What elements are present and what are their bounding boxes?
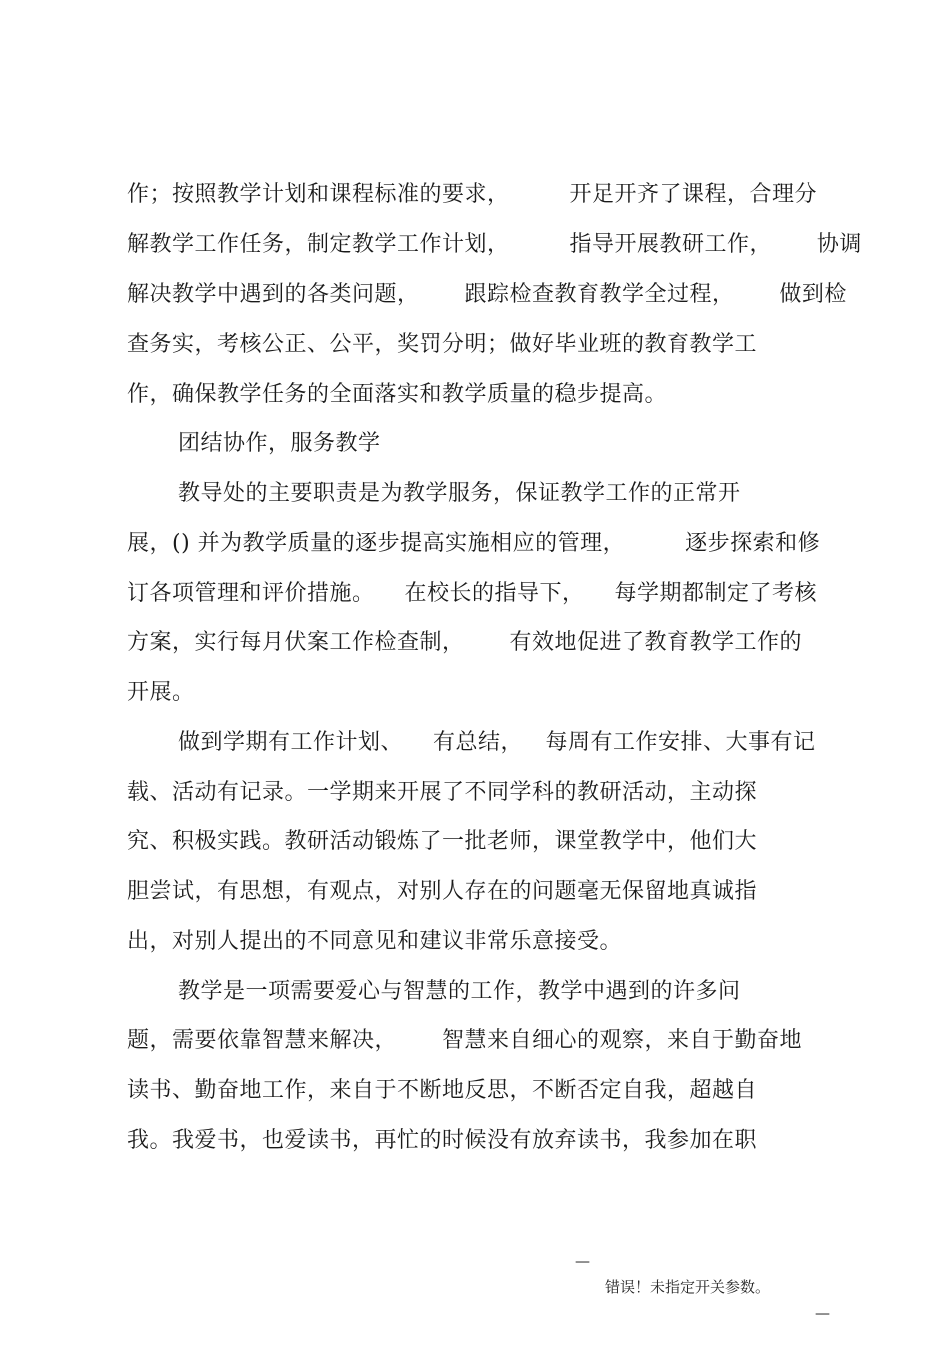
text-line: 读书、勤奋地工作，来自于不断地反思，不断否定自我，超越自 — [127, 1078, 758, 1103]
text-line: 作，确保教学任务的全面落实和教学质量的稳步提高。 — [127, 382, 668, 407]
text-line: 出，对别人提出的不同意见和建议非常乐意接受。 — [127, 929, 623, 954]
text-line: 解教学工作任务，制定教学工作计划， 指导开展教研工作， 协调 — [127, 232, 862, 257]
text-line: 查务实，考核公正、公平，奖罚分明；做好毕业班的教育教学工 — [127, 332, 758, 357]
text-line: 载、活动有记录。一学期来开展了不同学科的教研活动，主动探 — [127, 780, 758, 805]
footer-field-error-text: 错误！未指定开关参数。 — [605, 1278, 771, 1296]
text-line: 展，() 并为教学质量的逐步提高实施相应的管理， 逐步探索和修 — [127, 531, 821, 556]
text-line: 作；按照教学计划和课程标准的要求， 开足开齐了课程，合理分 — [127, 182, 817, 207]
text-line: 开展。 — [127, 680, 195, 705]
text-line: 教导处的主要职责是为教学服务，保证教学工作的正常开 — [178, 481, 741, 506]
page-footer — [575, 1222, 835, 1322]
text-line: 做到学期有工作计划、 有总结， 每周有工作安排、大事有记 — [178, 730, 816, 755]
text-line: 我。我爱书，也爱读书，再忙的时候没有放弃读书，我参加在职 — [127, 1128, 758, 1153]
footer-dash-left: — — [575, 1252, 590, 1270]
footer-dash-right: — — [815, 1304, 830, 1322]
text-line: 究、积极实践。教研活动锻炼了一批老师，课堂教学中，他们大 — [127, 829, 758, 854]
text-line: 订各项管理和评价措施。 在校长的指导下， 每学期都制定了考核 — [127, 581, 817, 606]
text-line: 胆尝试，有思想，有观点，对别人存在的问题毫无保留地真诚指 — [127, 879, 758, 904]
section-heading: 团结协作，服务教学 — [178, 431, 381, 456]
text-line: 方案，实行每月伏案工作检查制， 有效地促进了教育教学工作的 — [127, 630, 802, 655]
text-line: 教学是一项需要爱心与智慧的工作，教学中遇到的许多问 — [178, 979, 741, 1004]
text-line: 题，需要依靠智慧来解决， 智慧来自细心的观察，来自于勤奋地 — [127, 1028, 802, 1053]
text-line: 解决教学中遇到的各类问题， 跟踪检查教育教学全过程， 做到检 — [127, 282, 847, 307]
